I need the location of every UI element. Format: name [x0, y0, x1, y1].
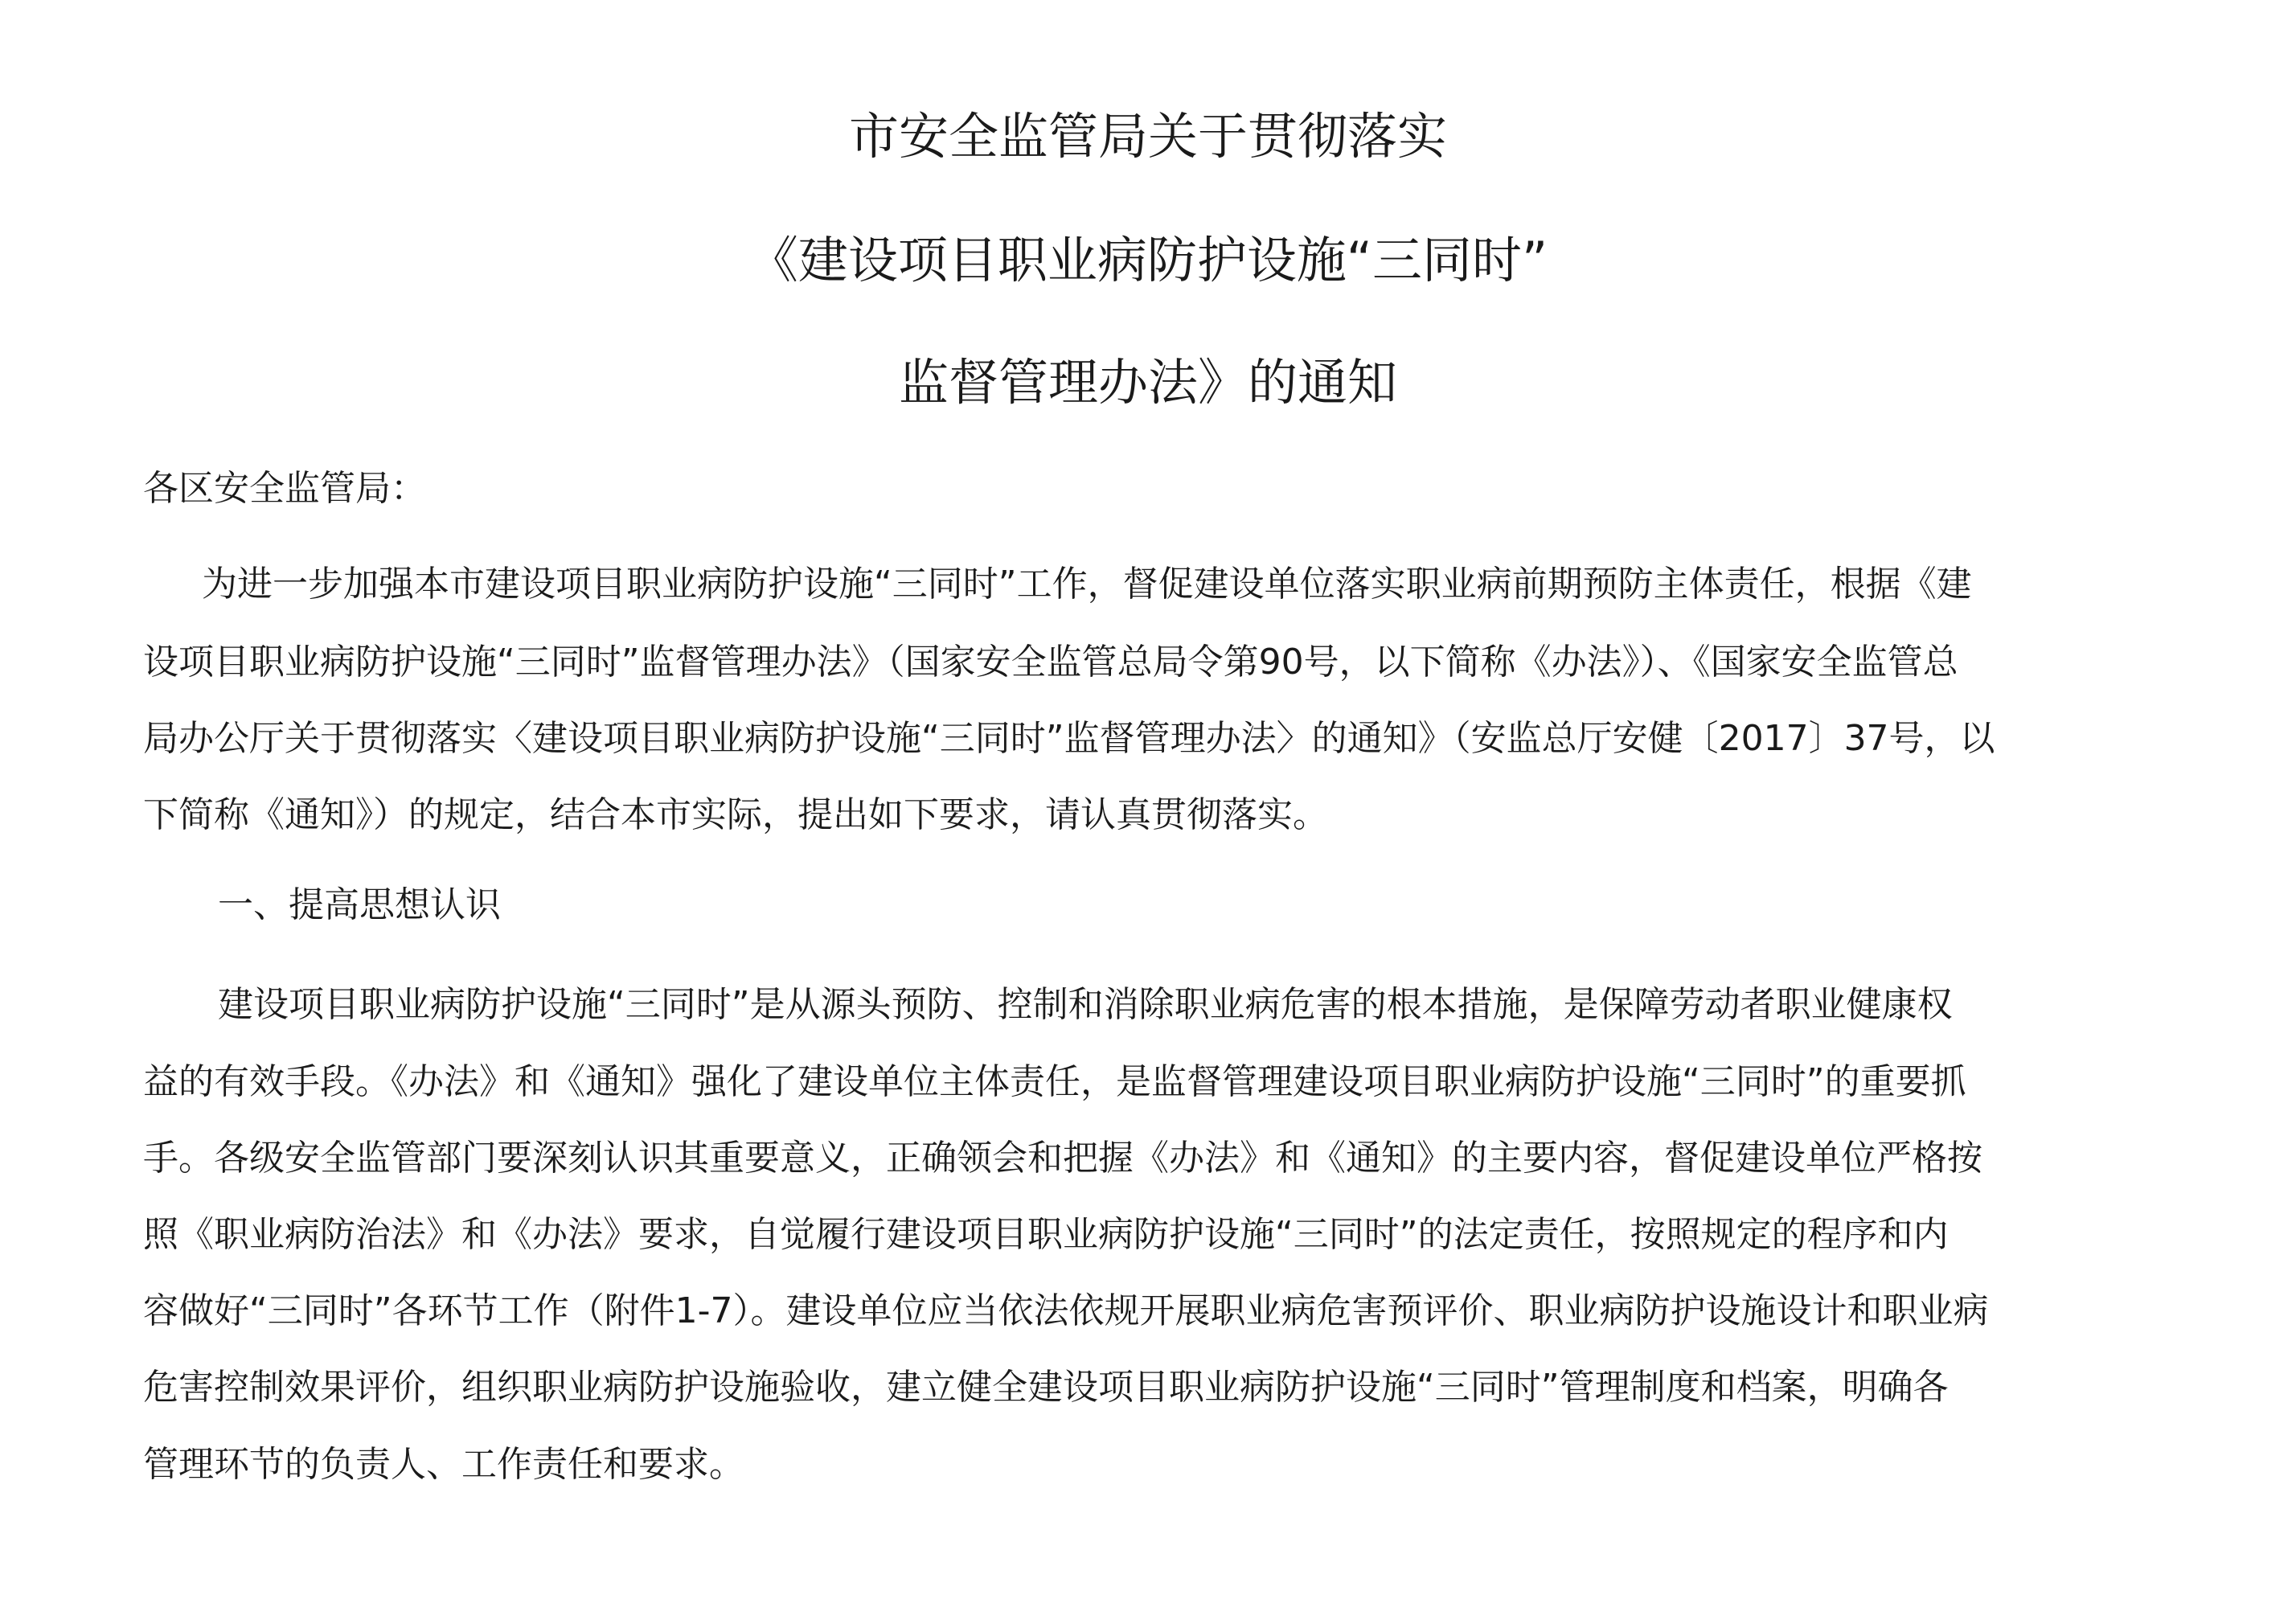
text-line: 下简称《通知》）的规定，结合本市实际，提出如下要求，请认真贯彻落实。	[143, 794, 1328, 835]
text-line: 照《职业病防治法》和《办法》要求，自觉履行建设项目职业病防护设施“三同时”的法定责任，按照规定的程序和内	[143, 1214, 1949, 1255]
salutation: 各区安全监管局：	[143, 468, 426, 509]
text-line: 为进一步加强本市建设项目职业病防护设施“三同时”工作，督促建设单位落实职业病前期预防主体责任，根据《建	[202, 564, 1972, 605]
text-line: 设项目职业病防护设施“三同时”监督管理办法》（国家安全监管总局令第90号，以下简称《办法》）、《国家安全监管总	[143, 642, 1958, 683]
text-line: 局办公厅关于贯彻落实〈建设项目职业病防护设施“三同时”监督管理办法〉的通知》（安监总厅安健〔2017〕37号，以	[143, 718, 1995, 759]
title-line: 《建设项目职业病防护设施“三同时”	[748, 231, 1548, 289]
text-line: 建设项目职业病防护设施“三同时”是从源头预防、控制和消除职业病危害的根本措施，是保障劳动者职业健康权	[218, 984, 1953, 1025]
title-line: 监督管理办法》的通知	[898, 353, 1397, 412]
text-line: 容做好“三同时”各环节工作（附件1-7）。建设单位应当依法依规开展职业病危害预评价、职业病防护设施设计和职业病	[143, 1290, 1989, 1331]
title-line: 市安全监管局关于贯彻落实	[848, 107, 1447, 166]
text-line: 益的有效手段。《办法》和《通知》强化了建设单位主体责任，是监督管理建设项目职业病防护设施“三同时”的重要抓	[143, 1061, 1966, 1102]
text-line: 手。各级安全监管部门要深刻认识其重要意义，正确领会和把握《办法》和《通知》的主要内容，督促建设单位严格按	[143, 1138, 1982, 1179]
text-line: 危害控制效果评价，组织职业病防护设施验收，建立健全建设项目职业病防护设施“三同时”管理制度和档案，明确各	[143, 1367, 1949, 1408]
section-heading: 一、提高思想认识	[218, 884, 501, 925]
text-line: 管理环节的负责人、工作责任和要求。	[143, 1444, 744, 1485]
